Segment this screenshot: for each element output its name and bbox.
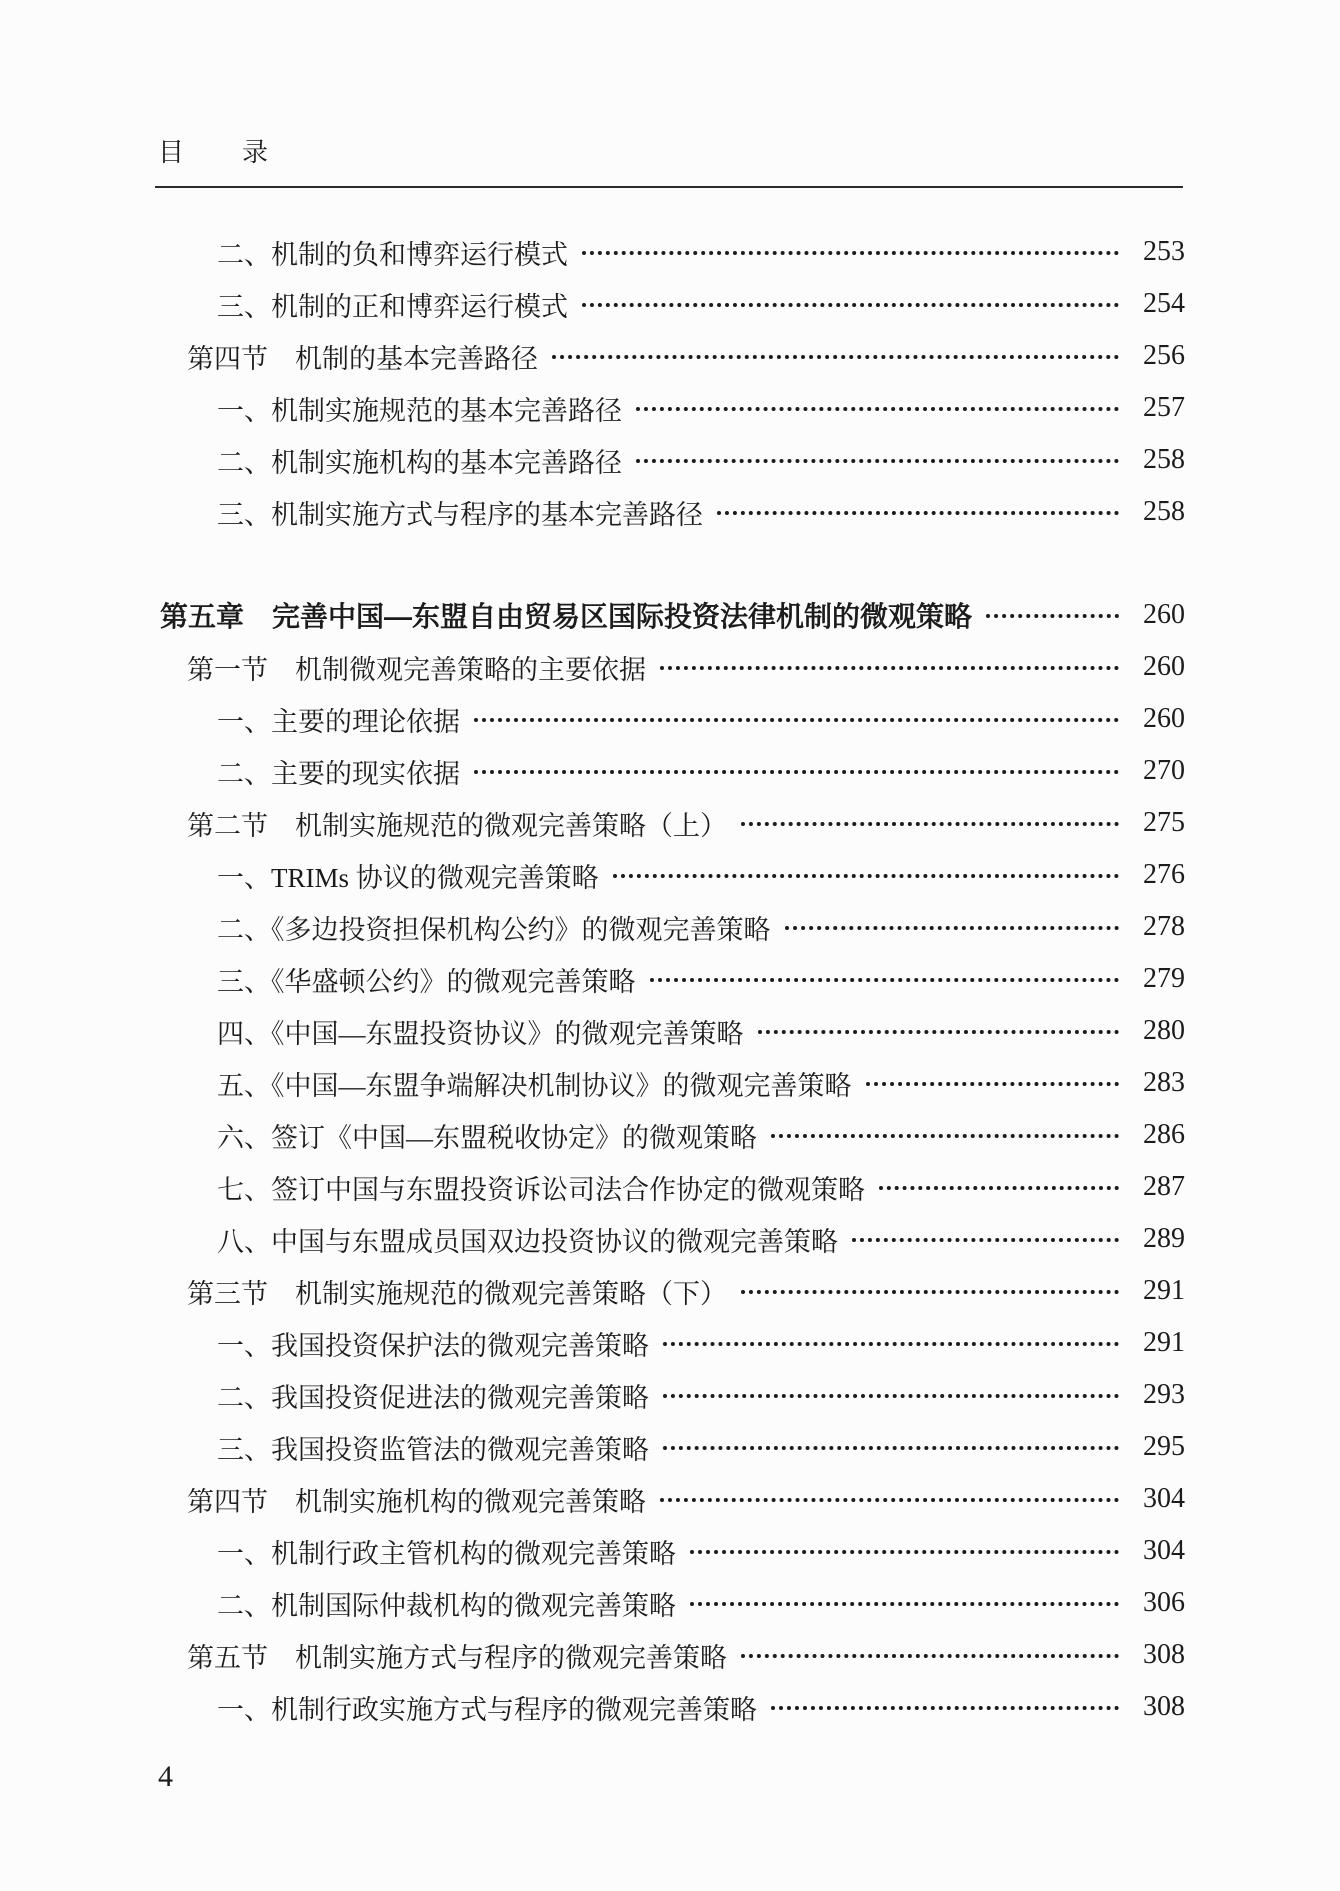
toc-entry-title: 五、《中国—东盟争端解决机制协议》的微观完善策略 [217,1070,852,1101]
toc-entry-page: 254 [1143,288,1185,319]
toc-entry [160,1369,1185,1421]
toc-entry [160,1213,1185,1265]
toc-entry-title: 二、机制的负和博弈运行模式 [217,239,568,270]
toc-entry [160,1005,1185,1057]
toc-entry-title: 八、中国与东盟成员国双边投资协议的微观完善策略 [217,1226,838,1257]
toc-entry-page: 260 [1143,703,1185,734]
header-rule [155,186,1183,188]
dot-leader [741,822,1119,826]
toc-entry [160,953,1185,1005]
toc-entry-page: 260 [1143,651,1185,682]
toc-entry [160,330,1185,382]
dot-leader [758,1030,1120,1034]
toc-entry [160,1317,1185,1369]
toc-entry [160,278,1185,330]
toc-entry-title: 三、《华盛顿公约》的微观完善策略 [217,966,636,997]
toc-entry-title: 三、机制实施方式与程序的基本完善路径 [217,499,703,530]
toc-entry-title: 一、机制实施规范的基本完善路径 [217,395,622,426]
dot-leader [866,1082,1120,1086]
dot-leader [660,1498,1119,1502]
toc-entry-title: 四、《中国—东盟投资协议》的微观完善策略 [217,1018,744,1049]
dot-leader [636,459,1119,463]
toc-entry-page: 286 [1143,1119,1185,1150]
toc-entry-title: 二、主要的现实依据 [217,758,460,789]
toc-entry [160,1629,1185,1681]
dot-leader [690,1602,1119,1606]
dot-leader [650,978,1120,982]
toc-entry [160,434,1185,486]
toc-list [160,226,1185,1733]
toc-entry [160,641,1185,693]
toc-entry [160,1265,1185,1317]
toc-entry [160,1421,1185,1473]
toc-entry-page: 258 [1143,496,1185,527]
toc-entry-page: 270 [1143,755,1185,786]
toc-entry [160,1577,1185,1629]
toc-entry-title: 三、我国投资监管法的微观完善策略 [217,1434,649,1465]
toc-entry-page: 295 [1143,1431,1185,1462]
toc-entry-page: 293 [1143,1379,1185,1410]
toc-entry-page: 279 [1143,963,1185,994]
dot-leader [474,718,1119,722]
dot-leader [663,1446,1119,1450]
toc-entry [160,226,1185,278]
toc-entry-title: 七、签订中国与东盟投资诉讼司法合作协定的微观策略 [217,1174,865,1205]
toc-entry [160,693,1185,745]
toc-entry-title: 第一节 机制微观完善策略的主要依据 [187,654,646,685]
footer-page-number: 4 [158,1760,173,1793]
dot-leader [663,1394,1119,1398]
toc-entry-title: 一、机制行政实施方式与程序的微观完善策略 [217,1694,757,1725]
toc-entry [160,486,1185,538]
toc-entry-page: 257 [1143,392,1185,423]
toc-entry-title: 一、TRIMs 协议的微观完善策略 [217,862,599,893]
toc-entry-title: 第三节 机制实施规范的微观完善策略（下） [187,1278,727,1309]
toc-entry-title: 第二节 机制实施规范的微观完善策略（上） [187,810,727,841]
toc-entry-title: 二、《多边投资担保机构公约》的微观完善策略 [217,914,771,945]
toc-entry-page: 283 [1143,1067,1185,1098]
toc-entry [160,1525,1185,1577]
dot-leader [660,666,1119,670]
dot-leader [785,926,1120,930]
toc-entry-title: 第五章 完善中国—东盟自由贸易区国际投资法律机制的微观策略 [160,601,973,632]
toc-entry-page: 258 [1143,444,1185,475]
dot-leader [552,355,1119,359]
toc-entry [160,1057,1185,1109]
toc-entry-title: 一、主要的理论依据 [217,706,460,737]
toc-entry-page: 306 [1143,1587,1185,1618]
toc-entry-title: 二、机制国际仲裁机构的微观完善策略 [217,1590,676,1621]
toc-entry-title: 第四节 机制实施机构的微观完善策略 [187,1486,646,1517]
toc-entry-page: 275 [1143,807,1185,838]
dot-leader [613,874,1119,878]
toc-entry-title: 一、机制行政主管机构的微观完善策略 [217,1538,676,1569]
toc-entry-page: 280 [1143,1015,1185,1046]
toc-entry-page: 291 [1143,1327,1185,1358]
dot-leader [879,1186,1119,1190]
dot-leader [636,407,1119,411]
toc-entry [160,1681,1185,1733]
toc-entry [160,1161,1185,1213]
toc-entry-page: 308 [1143,1639,1185,1670]
toc-entry-chapter [160,589,1185,641]
toc-entry-title: 一、我国投资保护法的微观完善策略 [217,1330,649,1361]
toc-entry [160,1109,1185,1161]
toc-entry-title: 第五节 机制实施方式与程序的微观完善策略 [187,1642,727,1673]
toc-entry-title: 三、机制的正和博弈运行模式 [217,291,568,322]
dot-leader [771,1134,1119,1138]
dot-leader [741,1290,1119,1294]
dot-leader [986,614,1119,618]
dot-leader [741,1654,1119,1658]
toc-entry-page: 278 [1143,911,1185,942]
toc-entry [160,797,1185,849]
toc-entry-page: 308 [1143,1691,1185,1722]
toc-entry-page: 304 [1143,1483,1185,1514]
toc-entry-page: 260 [1143,599,1185,630]
dot-leader [663,1342,1119,1346]
toc-entry-page: 289 [1143,1223,1185,1254]
toc-entry [160,849,1185,901]
dot-leader [690,1550,1119,1554]
toc-entry-title: 二、机制实施机构的基本完善路径 [217,447,622,478]
dot-leader [474,770,1119,774]
toc-entry-page: 291 [1143,1275,1185,1306]
dot-leader [582,303,1119,307]
toc-entry-title: 六、签订《中国—东盟税收协定》的微观策略 [217,1122,757,1153]
dot-leader [717,511,1119,515]
toc-entry-page: 256 [1143,340,1185,371]
toc-entry-title: 二、我国投资促进法的微观完善策略 [217,1382,649,1413]
toc-entry [160,745,1185,797]
toc-entry [160,382,1185,434]
toc-entry-page: 287 [1143,1171,1185,1202]
page-title: 目 录 [158,138,271,167]
toc-entry-page: 253 [1143,236,1185,267]
toc-entry-title: 第四节 机制的基本完善路径 [187,343,538,374]
toc-entry-page: 304 [1143,1535,1185,1566]
dot-leader [852,1238,1119,1242]
toc-entry [160,901,1185,953]
toc-entry-page: 276 [1143,859,1185,890]
toc-entry [160,1473,1185,1525]
dot-leader [771,1706,1119,1710]
dot-leader [582,251,1119,255]
